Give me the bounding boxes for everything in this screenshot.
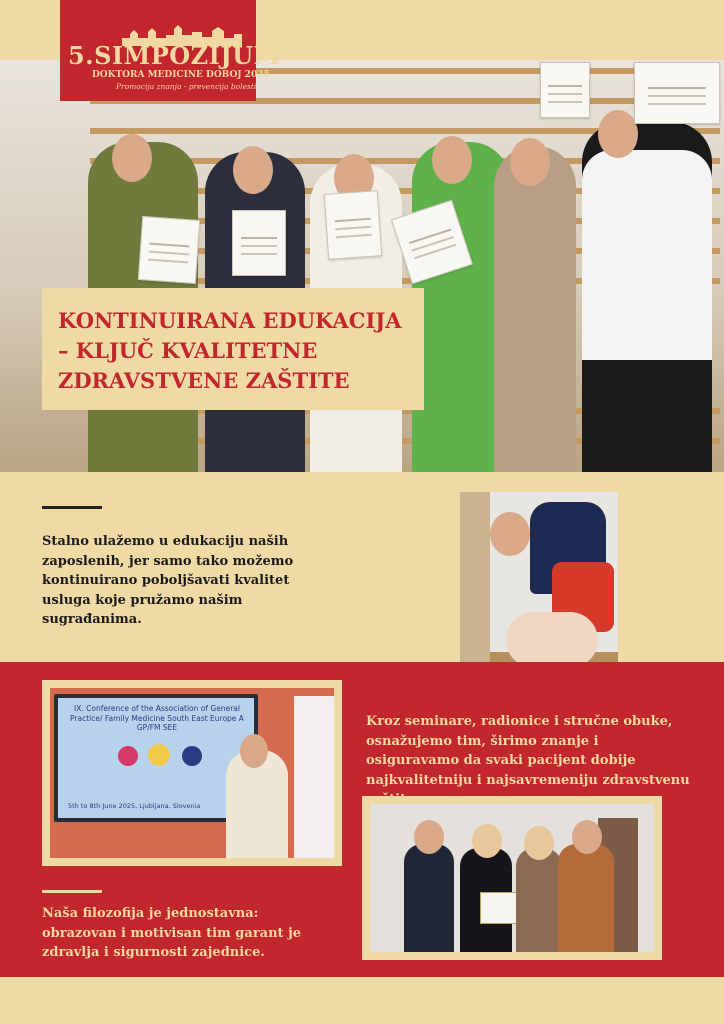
intro-paragraph: Stalno ulažemo u edukaciju naših zaposlenih, jer samo tako možemo kontinuirano poboljšavati kvalitet usluga koje pružamo našim sugrađanima. bbox=[42, 534, 294, 627]
cpr-training-photo bbox=[460, 492, 618, 686]
conference-date: 5th to 8th June 2025, Ljubljana, Slovenia bbox=[68, 802, 201, 810]
logo-title-text: SIMPOZIJUM bbox=[94, 41, 281, 70]
logo-title bbox=[68, 41, 281, 70]
logo-subtitle: DOKTORA MEDICINE DOBOJ 2025 bbox=[92, 70, 270, 80]
seminars-paragraph: Kroz seminare, radionice i stručne obuke, osnažujemo tim, širimo znanje i osiguravamo da svaki pacijent dobije najkvalitetniju i najsavremeniju zdravstvenu bbox=[366, 714, 690, 788]
headline-box bbox=[42, 288, 424, 410]
philosophy-paragraph: Naša filozofija je jednostavna: obrazovan i motivisan tim garant je zdravlja i sigurnosti zajednice. bbox=[42, 906, 302, 960]
conference-title: IX. Conference of the Association of General Practice/ Family Medicine South East Europe A GP/FM SEE bbox=[70, 704, 244, 732]
page-title: KONTINUIRANA EDUKACIJA – KLJUČ KVALITETNE ZDRAVSTVENE ZAŠTITE bbox=[58, 308, 402, 393]
group-photo bbox=[370, 804, 654, 952]
hero-group-photo bbox=[0, 60, 724, 472]
divider-light bbox=[42, 890, 102, 893]
logo-tagline: Promocija znanja - prevencija bolesti bbox=[116, 82, 257, 91]
logo-number: 5. bbox=[68, 41, 95, 70]
symposium-logo bbox=[60, 0, 281, 101]
conference-photo bbox=[50, 688, 334, 858]
divider bbox=[42, 506, 102, 509]
